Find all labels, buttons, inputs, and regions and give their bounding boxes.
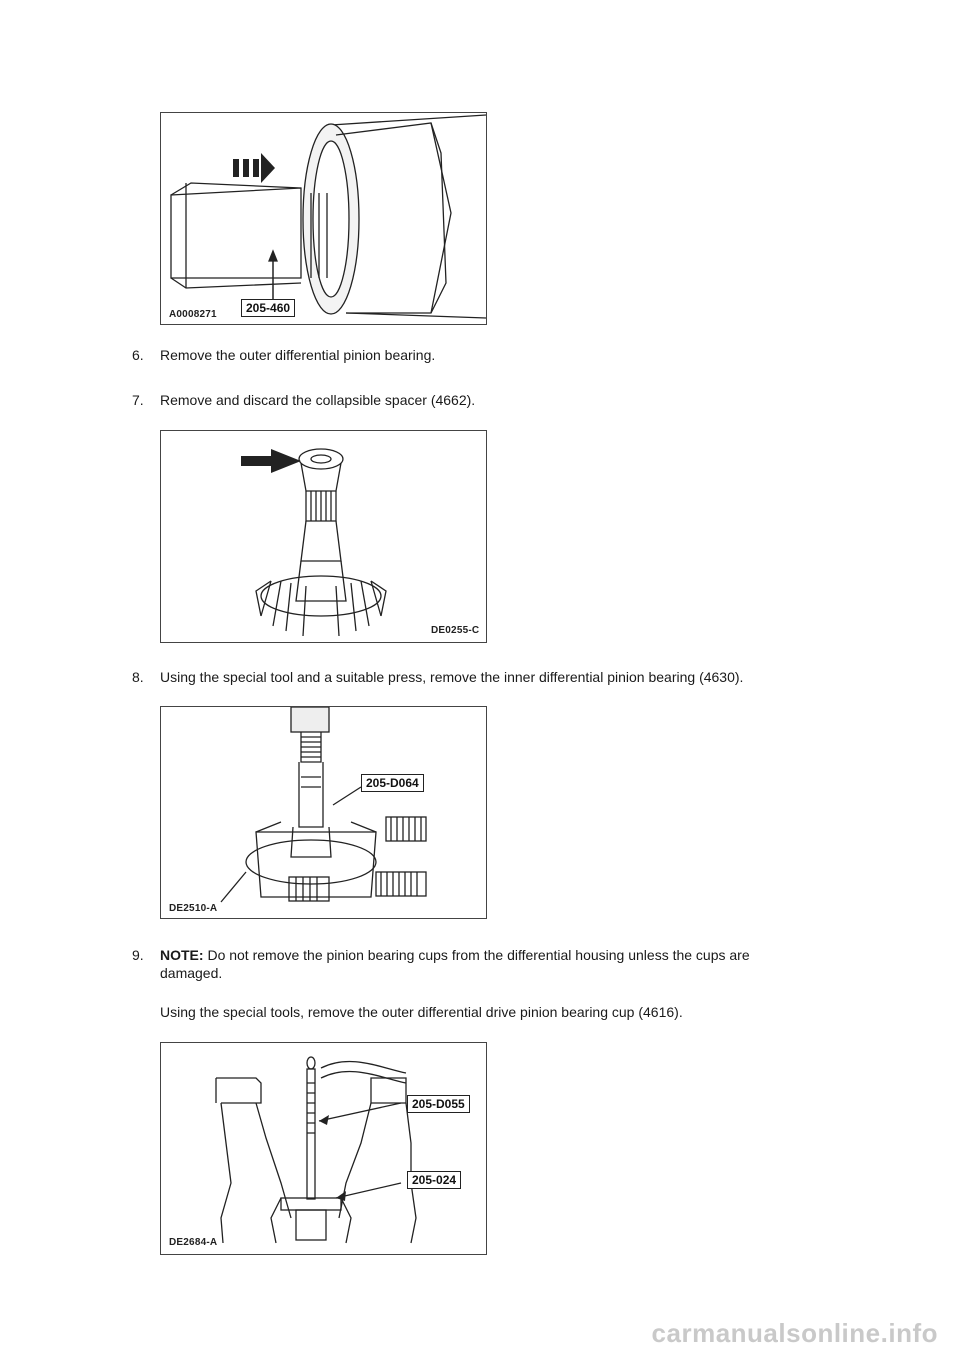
figure-tool-205-D064 [160, 706, 487, 919]
callout-205-D055: 205-D055 [407, 1095, 470, 1113]
step-text: Using the special tools, remove the outer differential drive pinion bearing cup (4616). [160, 1004, 683, 1020]
figure-tool-205-460 [160, 112, 487, 325]
bearing-splitter-illustration [161, 707, 486, 918]
note-text-continued: damaged. [160, 965, 223, 981]
watermark: carmanualsonline.info [651, 1318, 938, 1348]
step-text: Using the special tool and a suitable press, remove the inner differential pinion bearing (4630). [160, 669, 744, 685]
callout-205-460: 205-460 [241, 299, 295, 317]
step-note [160, 946, 860, 982]
note-label: NOTE: [160, 947, 204, 963]
figure-id: DE0255-C [431, 625, 480, 636]
callout-205-024: 205-024 [407, 1171, 461, 1189]
figure-id: A0008271 [169, 309, 217, 320]
pinion-illustration [161, 431, 486, 642]
tool-illustration [161, 113, 486, 324]
figure-tools-205-D055-205-024 [160, 1042, 487, 1255]
step-text: Remove and discard the collapsible spacer (4662). [160, 392, 476, 408]
callout-205-D064: 205-D064 [361, 774, 424, 792]
note-text: Do not remove the pinion bearing cups from the differential housing unless the cups are [207, 947, 750, 963]
figure-id: DE2684-A [169, 1237, 218, 1248]
figure-id: DE2510-A [169, 903, 218, 914]
step-text: Remove the outer differential pinion bearing. [160, 347, 436, 363]
bearing-cup-removal-illustration [161, 1043, 486, 1254]
step-number: 8. [132, 669, 144, 685]
figure-pinion-spacer [160, 430, 487, 643]
step-number: 6. [132, 347, 144, 363]
step-number: 7. [132, 392, 144, 408]
step-number: 9. [132, 947, 144, 963]
